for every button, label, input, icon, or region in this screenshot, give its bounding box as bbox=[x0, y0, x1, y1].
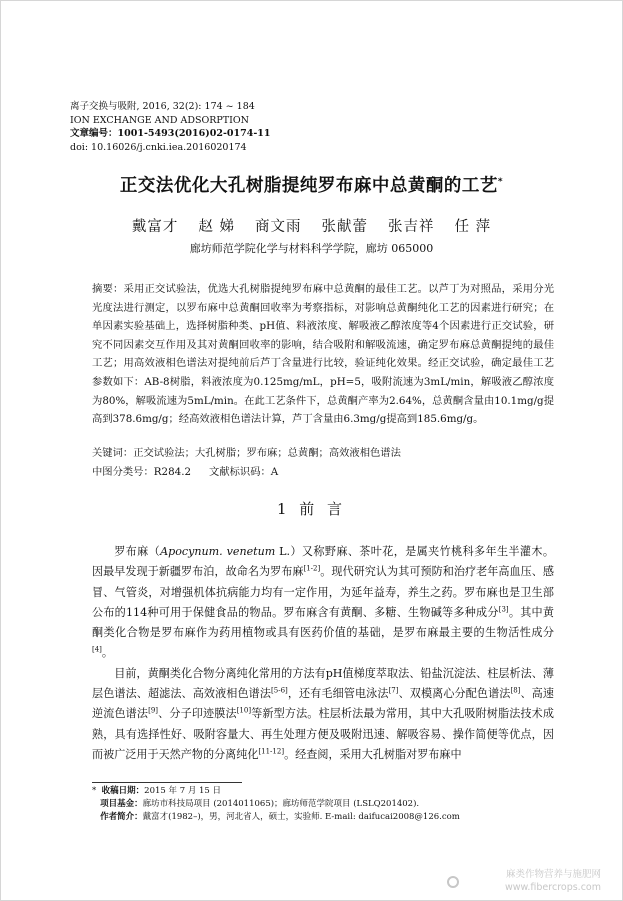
affiliation: 廊坊师范学院化学与材料科学学院，廊坊 065000 bbox=[189, 242, 434, 255]
citation: [1-2] bbox=[303, 564, 321, 573]
footnote-fund bbox=[92, 798, 460, 811]
text-run: ，还有毛细管电泳法 bbox=[287, 687, 389, 701]
doi: doi: 10.16026/j.cnki.iea.2016020174 bbox=[70, 141, 247, 153]
watermark bbox=[505, 868, 601, 894]
citation: [11-12] bbox=[258, 747, 285, 756]
fund-text: 廊坊市科技局项目 (2014011065)；廊坊师范学院项目 (LSLQ201402). bbox=[142, 799, 420, 809]
footnote-author bbox=[92, 811, 460, 824]
citation: [10] bbox=[236, 706, 252, 715]
text-run: 等新型方法。柱层析法最为常用，其中大孔吸附树脂法技术成熟，具有选择性好、吸附容量大、再生处理方便及吸附迅速、解吸容易、操作简便等优点，因而被广泛用于天然产物的分离纯化 bbox=[92, 707, 554, 761]
paper-title bbox=[0, 172, 623, 197]
abstract-text: 采用正交试验法，优选大孔树脂提纯罗布麻中总黄酮的最佳工艺。以芦丁为对照品，采用分光光度法进行测定，以罗布麻中总黄酮回收率为考察指标，对影响总黄酮纯化工艺的因素进行研究；在单因素实验基础上，选择树脂种类、pH值、料液浓度、解吸液乙醇浓度等4个因素进行正交试验，研究不同因素交互作用及其对黄酮回收率的影响，结合吸附和解吸流速，确定罗布麻总黄酮提纯的最佳工艺；用高效液相色谱法对提纯前后芦丁含量进行比较，验证纯化效果。经正交试验，确定最佳工艺参数如下：AB-8树脂，料液浓度为0.125mg/mL，pH=5，吸附流速为3mL/min，解吸液乙醇浓度为80%，解吸流速为5mL/min。在此工艺条件下，总黄酮产率为2.64%，总黄酮含量由10.1mg/g提高到378.6mg/g；经高效液相色谱法计算，芦丁含量由6.3mg/g提高到185.6mg/g。 bbox=[92, 283, 554, 426]
clc-label: 中图分类号： bbox=[92, 465, 154, 478]
citation: [5-6] bbox=[271, 686, 288, 695]
footnote-received bbox=[92, 785, 460, 798]
text-run: 罗布麻（ bbox=[114, 545, 161, 558]
text-run: 。现代研究认为其可预防和治疗老年高血压、感冒、气管炎，对增强机体抗病能力均有一定作用，为延年益寿，养生之药。罗布麻也是卫生部公布的114种可用于保健食品的物品。罗布麻含有黄酮、多糖、生物碱等多种成分 bbox=[92, 565, 554, 619]
section-heading: 1 前 言 bbox=[276, 500, 347, 518]
keywords-text: 正交试验法；大孔树脂；罗布麻；总黄酮；高效液相色谱法 bbox=[133, 447, 401, 459]
text-run: 。 bbox=[101, 646, 114, 660]
doc-code-label: 文献标识码： bbox=[209, 465, 271, 478]
journal-header bbox=[70, 100, 271, 154]
text-run: 、分子印迹膜法 bbox=[158, 707, 237, 721]
footnote bbox=[92, 785, 460, 824]
paper-title-text: 正交法优化大孔树脂提纯罗布麻中总黄酮的工艺 bbox=[119, 176, 498, 196]
abstract bbox=[92, 280, 554, 429]
watermark-title: 麻类作物营养与施肥网 bbox=[505, 869, 601, 880]
author-bio-label: 作者简介： bbox=[100, 812, 143, 822]
author-list bbox=[0, 215, 623, 236]
keywords bbox=[92, 444, 554, 463]
text-run: L.）又称野麻、茶叶花，是属夹竹桃科多年生半灌木。因最早发现于新疆罗布泊，故命名为罗布麻 bbox=[92, 545, 554, 579]
author: 张献蕾 bbox=[321, 219, 368, 235]
received-date: 2015 年 7 月 15 日 bbox=[144, 786, 222, 796]
author: 戴富才 bbox=[131, 219, 179, 235]
article-number: 文章编号：1001-5493(2016)02-0174-11 bbox=[70, 128, 271, 139]
title-footnote-mark: * bbox=[497, 177, 504, 188]
doc-code-value: A bbox=[270, 465, 279, 478]
author: 商文雨 bbox=[255, 219, 302, 235]
author: 任 萍 bbox=[454, 219, 492, 235]
citation: [9] bbox=[148, 706, 159, 715]
author: 赵 娣 bbox=[198, 219, 235, 235]
journal-en: ION EXCHANGE AND ADSORPTION bbox=[70, 114, 249, 126]
paragraph bbox=[92, 664, 554, 765]
abstract-label: 摘要： bbox=[92, 283, 124, 295]
fund-label: 项目基金： bbox=[100, 799, 143, 809]
author: 张吉祥 bbox=[388, 219, 435, 235]
body-text bbox=[92, 542, 554, 765]
received-label: 收稿日期： bbox=[101, 786, 145, 796]
classification bbox=[92, 463, 554, 482]
citation: [7] bbox=[388, 686, 399, 695]
journal-cn: 离子交换与吸附, 2016, 32(2): 174 ~ 184 bbox=[70, 101, 255, 112]
keywords-label: 关键词： bbox=[92, 447, 134, 459]
footnote-rule bbox=[92, 782, 242, 783]
text-run: 、高速逆流色谱法 bbox=[92, 687, 554, 721]
paragraph bbox=[92, 542, 554, 664]
watermark-url: www.fibercrops.com bbox=[504, 882, 601, 893]
latin-name: Apocynum. venetum bbox=[160, 545, 276, 558]
text-run: 、双模离心分配色谱法 bbox=[398, 687, 511, 701]
watermark-logo-icon bbox=[447, 876, 459, 888]
citation: [8] bbox=[510, 686, 521, 695]
citation: [4] bbox=[92, 645, 102, 654]
citation: [3] bbox=[498, 605, 509, 614]
author-bio-text: 戴富才(1982–)，男，河北省人，硕士，实验师. E-mail: daifucai2008@126.com bbox=[142, 812, 460, 822]
text-run: 目前，黄酮类化合物分离纯化常用的方法有pH值梯度萃取法、铅盐沉淀法、柱层析法、薄层色谱法、超滤法、高效液相色谱法 bbox=[92, 666, 554, 701]
clc-value: R284.2 bbox=[153, 465, 192, 478]
text-run: 。经查阅，采用大孔树脂对罗布麻中 bbox=[284, 747, 462, 761]
text-run: 。其中黄酮类化合物是罗布麻作为药用植物或具有医药价值的基础，是罗布麻最主要的生物活性成分 bbox=[92, 605, 554, 640]
footnote-mark: * bbox=[92, 786, 97, 796]
keywords-block bbox=[92, 444, 554, 481]
